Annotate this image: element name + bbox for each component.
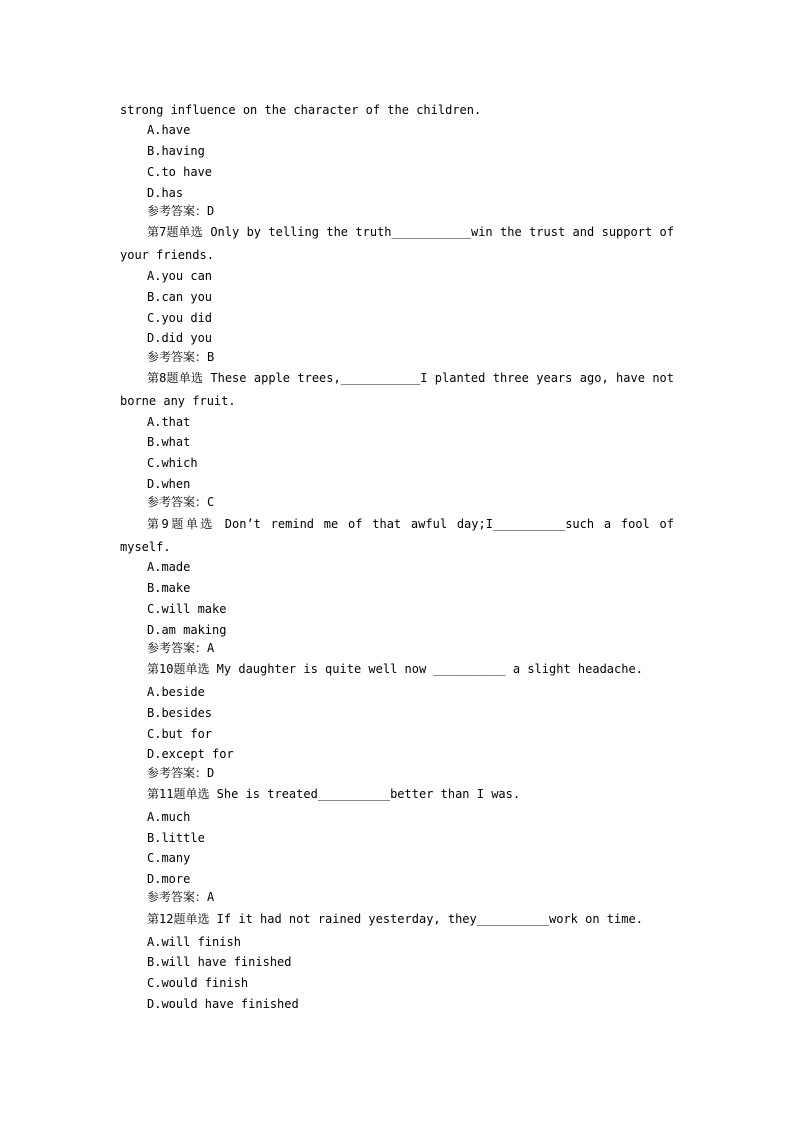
question-12-option-a: A.will finish <box>147 935 241 949</box>
question-11-option-d: D.more <box>147 872 191 886</box>
question-9-option-b: B.make <box>147 581 191 595</box>
question-7-stem: 第7题单选 Only by telling the truth___________win the trust and support of <box>147 225 674 239</box>
question-10-answer: 参考答案：D <box>147 766 215 780</box>
question-9-option-d: D.am making <box>147 623 227 637</box>
question-7-option-a: A.you can <box>147 269 213 283</box>
question-11-answer: 参考答案：A <box>147 890 215 904</box>
question-12-option-c: C.would finish <box>147 976 249 990</box>
question-8-stem-continuation: borne any fruit. <box>120 394 236 408</box>
question-11-option-c: C.many <box>147 851 191 865</box>
option-a: A.have <box>147 123 191 137</box>
question-10-option-d: D.except for <box>147 747 234 761</box>
option-c: C.to have <box>147 165 213 179</box>
question-8-stem: 第8题单选 These apple trees,___________I planted three years ago, have not <box>147 371 674 385</box>
question-7-option-d: D.did you <box>147 331 213 345</box>
question-9-stem-continuation: myself. <box>120 540 171 554</box>
question-12-option-d: D.would have finished <box>147 997 299 1011</box>
question-8-answer: 参考答案：C <box>147 495 215 509</box>
question-7-stem-continuation: your friends. <box>120 248 214 262</box>
question-9-option-c: C.will make <box>147 602 227 616</box>
question-8-option-b: B.what <box>147 435 191 449</box>
question-7-answer: 参考答案：B <box>147 350 215 364</box>
question-10-option-b: B.besides <box>147 706 213 720</box>
question-12-stem: 第12题单选 If it had not rained yesterday, they__________work on time. <box>147 912 643 926</box>
question-11-option-a: A.much <box>147 810 191 824</box>
question-10-option-c: C.but for <box>147 727 213 741</box>
option-d: D.has <box>147 186 184 200</box>
question-8-option-c: C.which <box>147 456 198 470</box>
question-9-stem: 第9题单选 Don’t remind me of that awful day;I__________such a fool of <box>147 517 674 531</box>
question-7-option-c: C.you did <box>147 311 213 325</box>
question-12-option-b: B.will have finished <box>147 955 292 969</box>
question-9-answer: 参考答案：A <box>147 641 215 655</box>
question-8-option-a: A.that <box>147 415 191 429</box>
question-11-stem: 第11题单选 She is treated__________better than I was. <box>147 787 521 801</box>
question-11-option-b: B.little <box>147 831 205 845</box>
question-8-option-d: D.when <box>147 477 191 491</box>
question-7-option-b: B.can you <box>147 290 213 304</box>
option-b: B.having <box>147 144 205 158</box>
question-stem-continuation: strong influence on the character of the children. <box>120 103 482 117</box>
question-10-option-a: A.beside <box>147 685 205 699</box>
reference-answer: 参考答案：D <box>147 204 215 218</box>
question-9-option-a: A.made <box>147 560 191 574</box>
question-10-stem: 第10题单选 My daughter is quite well now __________ a slight headache. <box>147 662 643 676</box>
